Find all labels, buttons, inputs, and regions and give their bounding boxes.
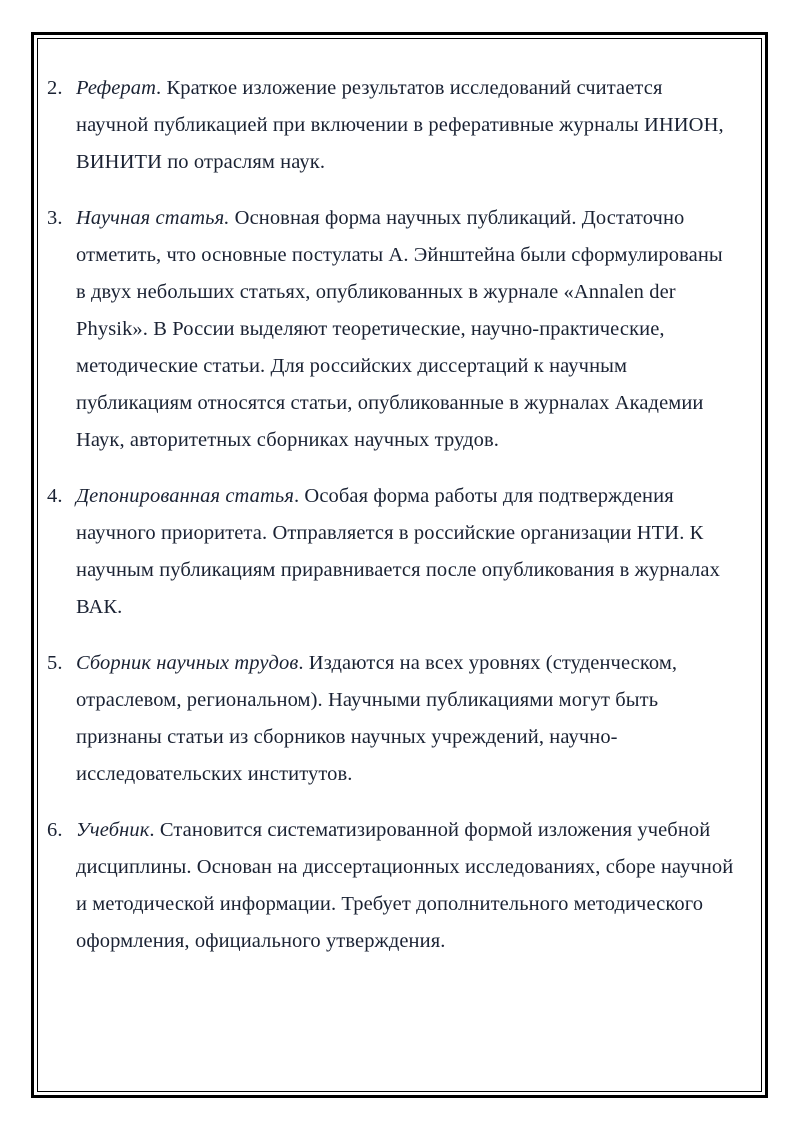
document-body [47, 70, 737, 979]
list-item-body [76, 200, 737, 459]
list-item-text: . Издаются на всех уровнях (студенческом, отраслевом, региональном). Научными публикациями могут быть признаны статьи из сборников научных учреждений, научно-исследовательских институтов. [76, 652, 678, 785]
list-item-term: Реферат [76, 77, 157, 99]
list-item-number: 3. [47, 207, 63, 229]
list-item-term: Учебник [76, 819, 150, 841]
list-item-term: Сборник научных трудов [76, 652, 299, 674]
list-item-text: Основная форма научных публикаций. Достаточно отметить, что основные постулаты А. Эйнштейна были сформулированы в двух небольших статьях, опубликованных в журнале «Annalen der Physik». В России выделяют теоретические, научно-практические, методические статьи. Для российских диссертаций к научным публикациям относятся статьи, опубликованные в журналах Академии Наук, авторитетных сборниках научных трудов. [76, 207, 723, 451]
list-item [47, 70, 737, 181]
list-item [47, 200, 737, 459]
list-item-body [76, 812, 737, 960]
list-item-body [76, 70, 737, 181]
list-item-text: . Становится систематизированной формой изложения учебной дисциплины. Основан на диссертационных исследованиях, сборе научной и методической информации. Требует дополнительного методического оформления, официального утверждения. [76, 819, 734, 952]
list-item-number: 5. [47, 652, 63, 674]
list-item-number: 6. [47, 819, 63, 841]
list-item [47, 812, 737, 960]
list-item-term: Депонированная статья [76, 485, 294, 507]
list-item-term: Научная статья. [76, 207, 230, 229]
list-item-text: . Особая форма работы для подтверждения научного приоритета. Отправляется в российские организации НТИ. К научным публикациям приравнивается после опубликования в журналах ВАК. [76, 485, 720, 618]
list-item-body [76, 478, 737, 626]
list-item-number: 2. [47, 77, 63, 99]
list-item-text: . Краткое изложение результатов исследований считается научной публикацией при включении в реферативные журналы ИНИОН, ВИНИТИ по отраслям наук. [76, 77, 724, 173]
list-item-body [76, 645, 737, 793]
list-item [47, 478, 737, 626]
list-item-number: 4. [47, 485, 63, 507]
list-item [47, 645, 737, 793]
